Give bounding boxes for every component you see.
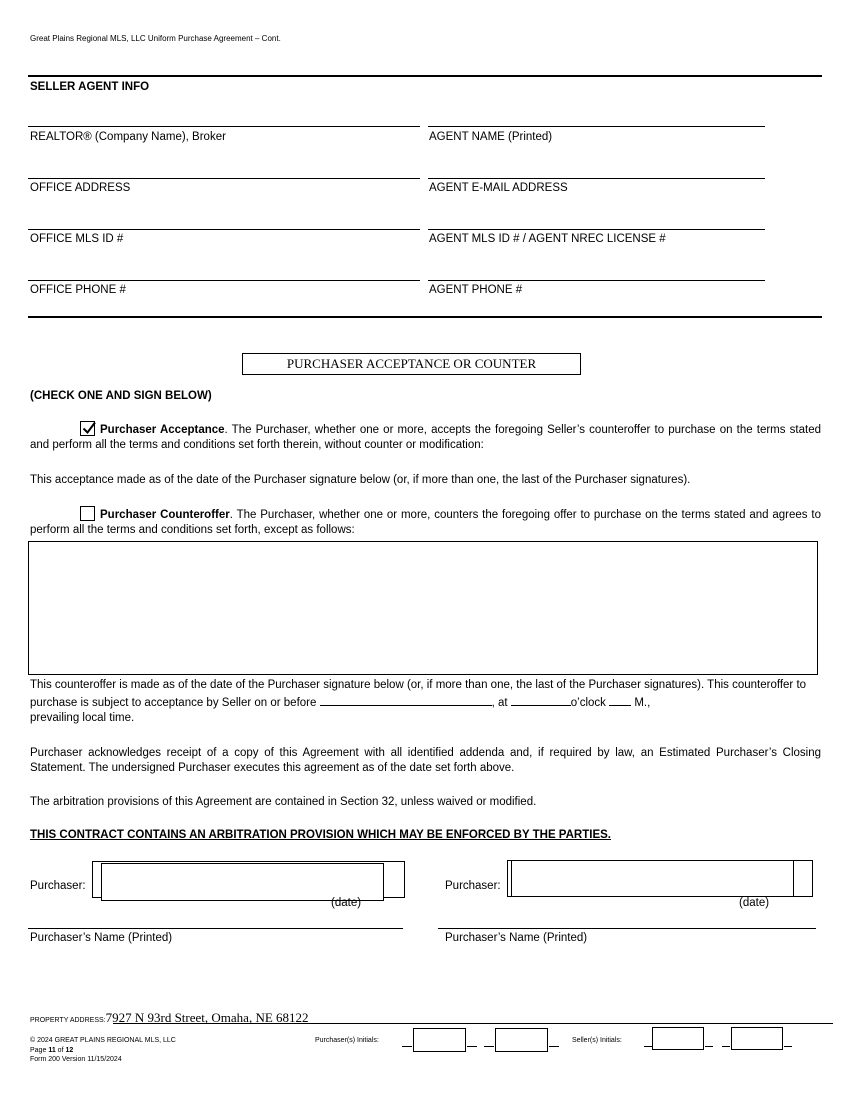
m-label: M., — [634, 697, 651, 709]
purchaser-2-name-line[interactable] — [438, 928, 816, 929]
initials-line — [644, 1046, 652, 1047]
property-address-label: PROPERTY ADDRESS: — [30, 1017, 106, 1024]
purchaser-label-1: Purchaser: — [30, 880, 86, 892]
page-header: Great Plains Regional MLS, LLC Uniform Purchase Agreement – Cont. — [30, 34, 281, 43]
footer-info — [30, 1036, 176, 1065]
agent-name-label: AGENT NAME (Printed) — [429, 131, 553, 143]
counter-date-paragraph — [30, 678, 821, 726]
purchaser-1-name-line[interactable] — [28, 928, 403, 929]
office-mls-line[interactable] — [28, 229, 420, 230]
copyright: © 2024 GREAT PLAINS REGIONAL MLS, LLC — [30, 1037, 176, 1044]
counter-title: Purchaser Counteroffer — [100, 509, 230, 521]
initials-line — [722, 1046, 730, 1047]
deadline-time-field[interactable] — [511, 693, 571, 706]
property-address-row — [30, 1009, 309, 1027]
initials-line — [484, 1046, 494, 1047]
agent-name-line[interactable] — [428, 126, 765, 127]
agent-email-label: AGENT E-MAIL ADDRESS — [429, 182, 568, 194]
purchaser-initials-box-2[interactable] — [495, 1028, 548, 1052]
seller-initials-label: Seller(s) Initials: — [572, 1037, 622, 1044]
seller-initials-box-1[interactable] — [652, 1027, 704, 1050]
purchaser-1-name-label: Purchaser’s Name (Printed) — [30, 932, 173, 944]
counter-checkbox[interactable] — [80, 506, 95, 521]
seller-deadline-date-field[interactable] — [320, 693, 492, 706]
initials-line — [784, 1046, 792, 1047]
acceptance-date-text: This acceptance made as of the date of the Purchaser signature below (or, if more than one, the last of the Purchaser signatures). — [30, 474, 691, 486]
property-address-value: 7927 N 93rd Street, Omaha, NE 68122 — [105, 1010, 309, 1025]
office-mls-label: OFFICE MLS ID # — [30, 233, 124, 245]
counter-date-text: This counteroffer is made as of the date of the Purchaser signature below (or, if more than one, the last of the Purchaser signatures). This counteroffer to purchase is subject to acceptance by Seller on or before — [30, 679, 807, 709]
arbitration-notice: THIS CONTRACT CONTAINS AN ARBITRATION PROVISION WHICH MAY BE ENFORCED BY THE PARTIES. — [30, 829, 611, 841]
initials-line — [467, 1046, 477, 1047]
date-label-1: (date) — [331, 897, 362, 909]
section-title: PURCHASER ACCEPTANCE OR COUNTER — [242, 353, 581, 375]
counter-terms-box[interactable] — [28, 541, 818, 675]
property-address-line — [113, 1023, 833, 1024]
purchaser-2-sign-box[interactable] — [511, 860, 794, 897]
acceptance-checkbox[interactable] — [80, 421, 95, 436]
acknowledge-text: Purchaser acknowledges receipt of a copy of this Agreement with all identified addenda and, if required by law, an Estimated Purchaser’s Closing Statement. The undersigned Purchaser executes this agreement as of the date set forth above. — [30, 747, 821, 774]
purchaser-2-name-label: Purchaser’s Name (Printed) — [445, 932, 588, 944]
office-address-line[interactable] — [28, 178, 420, 179]
arbitration-text: The arbitration provisions of this Agreement are contained in Section 32, unless waived or modified. — [30, 796, 537, 808]
checkmark-icon — [81, 420, 97, 436]
office-address-label: OFFICE ADDRESS — [30, 182, 131, 194]
agent-phone-label: AGENT PHONE # — [429, 284, 523, 296]
purchaser-label-2: Purchaser: — [445, 880, 501, 892]
acceptance-text: . The Purchaser, whether one or more, accepts the foregoing Seller’s counteroffer to purchase on the terms stated and perform all the terms and conditions set forth therein, without counter or modification: — [30, 424, 821, 451]
company-line[interactable] — [28, 126, 420, 127]
divider — [28, 316, 822, 318]
agent-mls-label: AGENT MLS ID # / AGENT NREC LICENSE # — [429, 233, 666, 245]
counter-text: . The Purchaser, whether one or more, counters the foregoing offer to purchase on the terms stated and agrees to perform all the terms and conditions set forth, except as follows: — [30, 509, 821, 536]
office-phone-label: OFFICE PHONE # — [30, 284, 126, 296]
oclock-label: o’clock — [570, 697, 606, 709]
agent-phone-line[interactable] — [428, 280, 765, 281]
at-label: , at — [491, 697, 508, 709]
purchaser-initials-box-1[interactable] — [413, 1028, 466, 1052]
purchaser-initials-label: Purchaser(s) Initials: — [315, 1037, 379, 1044]
initials-line — [402, 1046, 412, 1047]
date-label-2: (date) — [739, 897, 770, 909]
purchaser-1-sign-box[interactable] — [101, 863, 384, 901]
office-phone-line[interactable] — [28, 280, 420, 281]
counter-paragraph — [30, 506, 821, 538]
am-pm-field[interactable] — [609, 693, 631, 706]
initials-line — [705, 1046, 713, 1047]
divider — [28, 75, 822, 77]
acceptance-paragraph — [30, 421, 821, 453]
page-number: Page 11 of 12 — [30, 1046, 74, 1054]
check-instruction: (CHECK ONE AND SIGN BELOW) — [30, 390, 212, 402]
prevailing-label: prevailing local time. — [30, 712, 135, 724]
seller-initials-box-2[interactable] — [731, 1027, 783, 1050]
form-version: Form 200 Version 11/15/2024 — [30, 1056, 122, 1063]
agent-email-line[interactable] — [428, 178, 765, 179]
initials-line — [549, 1046, 559, 1047]
acceptance-title: Purchaser Acceptance — [100, 424, 225, 436]
company-label: REALTOR® (Company Name), Broker — [30, 131, 226, 143]
agent-mls-line[interactable] — [428, 229, 765, 230]
seller-agent-heading: SELLER AGENT INFO — [30, 81, 150, 93]
